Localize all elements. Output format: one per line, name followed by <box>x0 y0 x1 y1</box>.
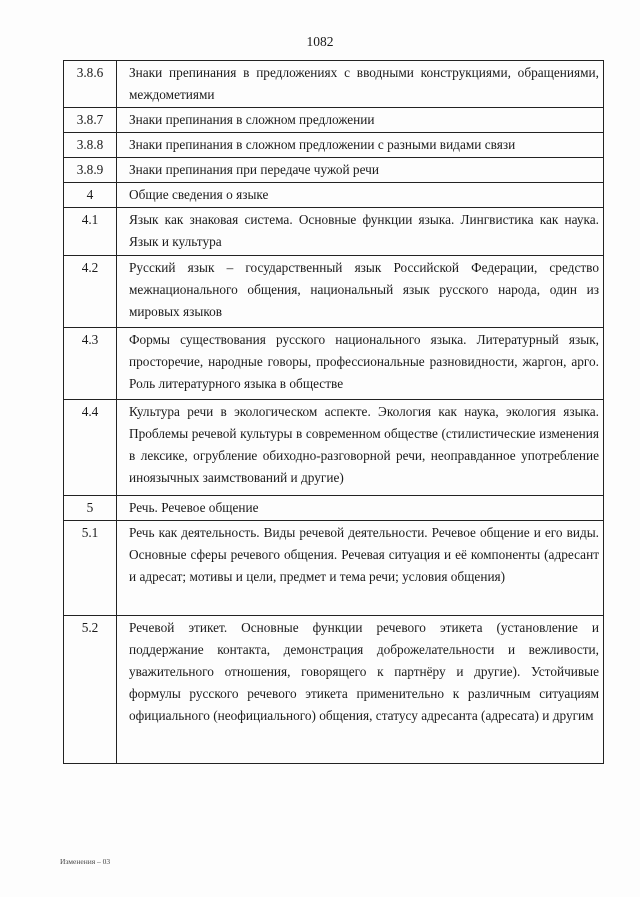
row-text: Речь. Речевое общение <box>117 496 604 521</box>
row-text: Культура речи в экологическом аспекте. Экология как наука, экология языка. Проблемы речевой культуры в современном обществе (стилистические изменения в лексике, огрубление обиходно-разговорной речи, неоправданное употребление иноязычных заимствований и другие) <box>117 400 604 496</box>
table-row <box>64 208 604 256</box>
table-row <box>64 521 604 616</box>
row-number: 4 <box>64 183 117 208</box>
table-row <box>64 133 604 158</box>
row-number: 3.8.9 <box>64 158 117 183</box>
row-number: 3.8.8 <box>64 133 117 158</box>
row-number: 3.8.6 <box>64 61 117 108</box>
row-text: Русский язык – государственный язык Российской Федерации, средство межнационального общения, национальный язык русского народа, один из мировых языков <box>117 256 604 328</box>
table-row <box>64 183 604 208</box>
row-number: 4.1 <box>64 208 117 256</box>
row-text: Общие сведения о языке <box>117 183 604 208</box>
table-row <box>64 400 604 496</box>
row-text: Знаки препинания при передаче чужой речи <box>117 158 604 183</box>
table-row <box>64 61 604 108</box>
table-row <box>64 328 604 400</box>
row-text: Речевой этикет. Основные функции речевого этикета (установление и поддержание контакта, демонстрация доброжелательности и вежливости, уважительного отношения, говорящего к партнёру и другие). Устойчивые формулы русского речевого этикета применительно к различным ситуациям официального (неофициального) общения, статусу адресанта (адресата) и другим <box>117 616 604 764</box>
row-text: Формы существования русского национального языка. Литературный язык, просторечие, народные говоры, профессиональные разновидности, жаргон, арго. Роль литературного языка в обществе <box>117 328 604 400</box>
row-text: Язык как знаковая система. Основные функции языка. Лингвистика как наука. Язык и культура <box>117 208 604 256</box>
table-row <box>64 616 604 764</box>
row-number: 5.1 <box>64 521 117 616</box>
row-text: Речь как деятельность. Виды речевой деятельности. Речевое общение и его виды. Основные сферы речевого общения. Речевая ситуация и её компоненты (адресант и адресат; мотивы и цели, предмет и тема речи; условия общения) <box>117 521 604 616</box>
row-text: Знаки препинания в предложениях с вводными конструкциями, обращениями, междометиями <box>117 61 604 108</box>
footer-note: Изменения – 03 <box>60 857 111 866</box>
table-row <box>64 108 604 133</box>
curriculum-table <box>63 60 604 764</box>
row-text: Знаки препинания в сложном предложении <box>117 108 604 133</box>
row-number: 5.2 <box>64 616 117 764</box>
row-number: 4.2 <box>64 256 117 328</box>
row-number: 3.8.7 <box>64 108 117 133</box>
row-number: 4.3 <box>64 328 117 400</box>
row-number: 4.4 <box>64 400 117 496</box>
table-row <box>64 256 604 328</box>
table-row <box>64 158 604 183</box>
page-number: 1082 <box>306 34 334 49</box>
table-row <box>64 496 604 521</box>
row-number: 5 <box>64 496 117 521</box>
row-text: Знаки препинания в сложном предложении с разными видами связи <box>117 133 604 158</box>
